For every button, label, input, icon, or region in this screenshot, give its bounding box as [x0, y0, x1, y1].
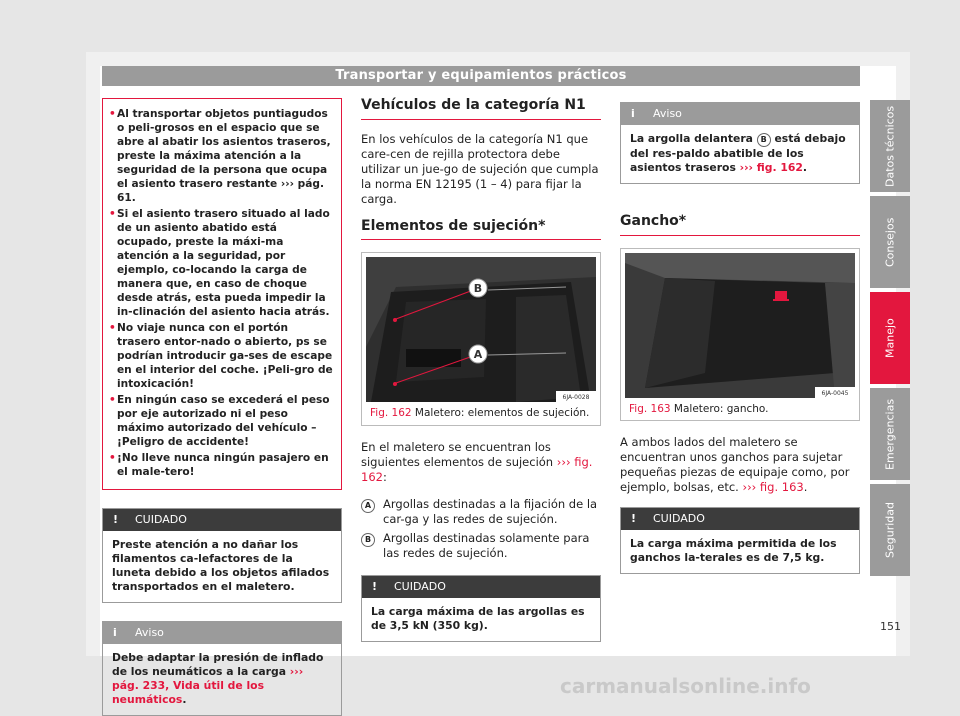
figure-code: 6JA-0028: [562, 394, 590, 401]
notice-box: i Aviso Debe adaptar la presión de inflado de los neumáticos a la carga ››› pág. 233, Vida útil de los neumáticos.: [102, 621, 342, 716]
column-3: [620, 98, 860, 574]
info-icon: i: [631, 107, 635, 120]
label-b: B: [473, 282, 483, 295]
figure-link[interactable]: ››› fig. 162: [739, 161, 803, 174]
caution-box: ! CUIDADO La carga máxima de las argollas es de 3,5 kN (350 kg).: [361, 575, 601, 642]
figure-code: 6JA-0045: [821, 389, 849, 397]
page-number: 151: [880, 620, 901, 633]
heading-n1: Vehículos de la categoría N1: [361, 98, 601, 120]
list-item: A Argollas destinadas a la fijación de la car-ga y las redes de sujeción.: [361, 497, 601, 527]
column-1: [102, 98, 342, 716]
paragraph: En el maletero se encuentran los siguientes elementos de sujeción ››› fig. 162:: [361, 439, 593, 484]
caution-box: ! CUIDADO La carga máxima permitida de los ganchos la-terales es de 7,5 kg.: [620, 507, 860, 574]
paragraph: En los vehículos de la categoría N1 que care-cen de rejilla protectora debe utilizar un jue-go de sujeción que cumpla la norma EN 12195 (1 – 4) para fijar la carga.: [361, 131, 599, 206]
warning-item: • No viaje nunca con el portón trasero entor-nado o abierto, ps se podrían introducir ga-ses de escape en el interior del coche. ¡Peli-gro de intoxicación!: [109, 322, 333, 390]
trunk-hook-image: [625, 253, 855, 398]
warning-item: • ¡No lleve nunca ningún pasajero en el male-tero!: [109, 452, 329, 478]
tab-seguridad[interactable]: Seguridad: [870, 484, 910, 576]
caution-box: ! CUIDADO Preste atención a no dañar los filamentos ca-lefactores de la luneta debido a los objetos afilados transportados en el maletero.: [102, 508, 342, 603]
section-header: Transportar y equipamientos prácticos: [102, 66, 860, 86]
figure-caption: Fig. 163 Maletero: gancho.: [629, 402, 769, 415]
figure-link[interactable]: ››› fig. 163: [742, 480, 804, 494]
info-icon: i: [113, 626, 117, 639]
figure-link[interactable]: ››› fig. 162: [361, 454, 593, 484]
tab-emergencias[interactable]: Emergencias: [870, 388, 910, 480]
trunk-image: [366, 257, 596, 402]
notice-box: i Aviso La argolla delantera B está debajo del res-paldo abatible de los asientos traseros ››› fig. 162.: [620, 102, 860, 184]
caution-icon: !: [631, 512, 637, 525]
page-link[interactable]: ››› pág. 233, Vida útil de los neumáticos: [112, 665, 304, 706]
warning-item: • Si el asiento trasero situado al lado de un asiento abatido está ocupado, preste la máxi-ma atención a la seguridad, por ejemplo, co-locando la carga de manera que, en caso de choque desde atrás, esta pueda impedir la in-clinación del asiento hacia atrás.: [109, 208, 330, 318]
heading-gancho: Gancho*: [620, 214, 860, 236]
tab-consejos[interactable]: Consejos: [870, 196, 910, 288]
paragraph: A ambos lados del maletero se encuentran unos ganchos para sujetar pequeñas piezas de equipaje como, por ejemplo, bolsas, etc. ››› fig. 163.: [620, 435, 850, 494]
figure-caption: Fig. 162 Maletero: elementos de sujeción.: [370, 407, 590, 419]
warning-item: • En ningún caso se excederá el peso por eje autorizado ni el peso máximo autorizado del vehículo – ¡Peligro de accidente!: [109, 394, 330, 448]
tab-datos-tecnicos[interactable]: Datos técnicos: [870, 100, 910, 192]
list-item: B Argollas destinadas solamente para las redes de sujeción.: [361, 531, 601, 561]
warning-item: • Al transportar objetos puntiagudos o peli-grosos en el espacio que se abre al abatir los asientos traseros, preste la máxima atención a la seguridad de la persona que ocupa el asiento trasero restante ››› pág. 61.: [109, 108, 331, 204]
caution-icon: !: [372, 579, 378, 593]
heading-sujecion: Elementos de sujeción*: [361, 219, 601, 241]
page-link[interactable]: ››› pág. 61: [117, 178, 325, 204]
column-2: [361, 98, 601, 642]
warning-box: [102, 98, 342, 490]
label-a: A: [473, 348, 483, 361]
tab-manejo[interactable]: Manejo: [870, 292, 910, 384]
figure-162: [361, 252, 601, 426]
watermark: carmanualsonline.info: [560, 674, 811, 698]
figure-163: [620, 248, 860, 422]
caution-icon: !: [113, 513, 119, 526]
